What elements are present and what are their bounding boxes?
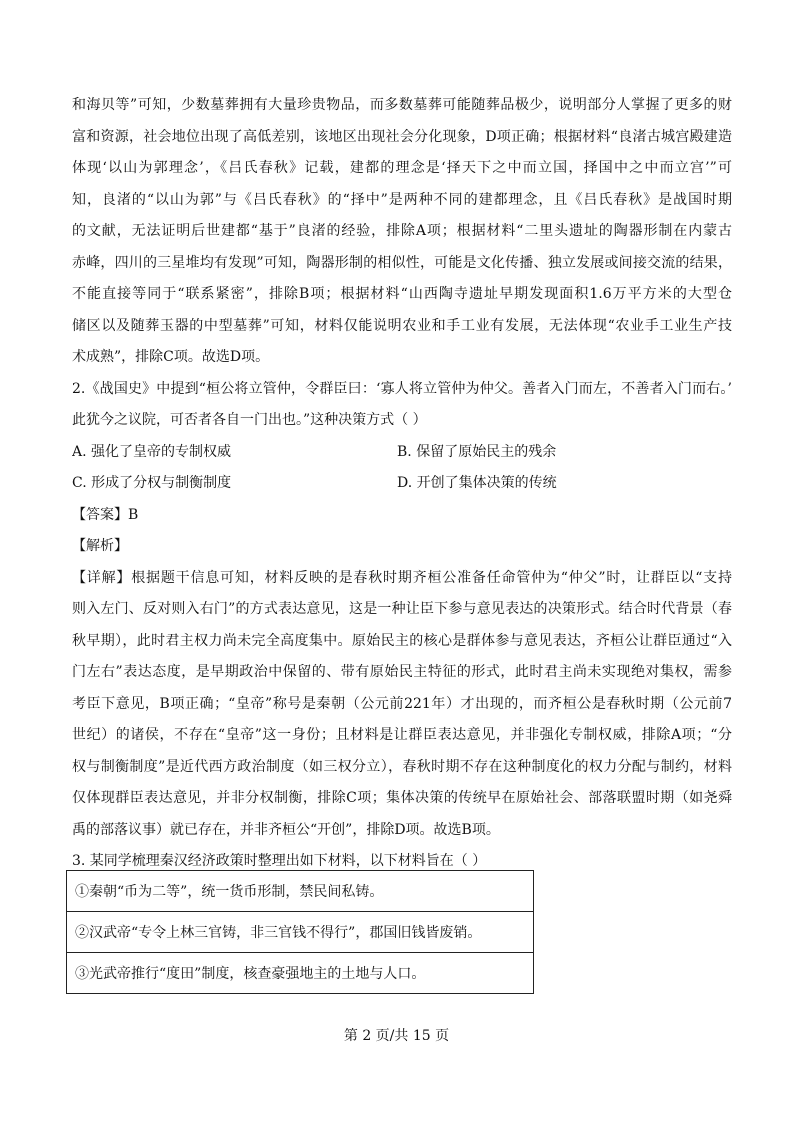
table-cell: ①秦朝“币为二等”，统一货币形制，禁民间私铸。 (67, 871, 534, 912)
text-body (72, 90, 732, 878)
question-2-stem: 此犹今之议院，可否者各自一门出也。”这种决策方式（ ） (72, 412, 427, 428)
detail-line: 门左右”表达态度，是早期政治中保留的、带有原始民主特征的形式，此时君主尚未实现绝对集权，需参 (72, 664, 732, 680)
paragraph-line: 和海贝等”可知，少数墓葬拥有大量珍贵物品，而多数墓葬可能随葬品极少，说明部分人掌握了更多的财 (72, 97, 732, 113)
option-d: D. 开创了集体决策的传统 (397, 475, 557, 491)
paragraph-line: 知，良渚的“以山为郭”与《吕氏春秋》的“择中”是两种不同的建都理念，且《吕氏春秋》是战国时期 (72, 191, 732, 208)
detail-line: 考臣下意见，B项正确；“皇帝”称号是秦朝（公元前221年）才出现的，而齐桓公是春秋时期（公元前7 (72, 695, 732, 712)
paragraph-line: 体现‘以山为郭理念’，《吕氏春秋》记载，建都的理念是‘择天下之中而立国，择国中之中而立宫’”可 (72, 160, 732, 176)
paragraph-line: 储区以及随葬玉器的中型墓葬”可知，材料仅能说明农业和手工业有发展，无法体现“农业手工业生产技 (72, 317, 732, 334)
options-row (72, 437, 732, 469)
table-row (67, 871, 534, 912)
detail-line: 世纪）的诸侯，不存在“皇帝”这一身份；且材料是让群臣表达意见，并非强化专制权威，排除A项；“分 (72, 727, 732, 743)
detail-line: 秋早期），此时君主权力尚未完全高度集中。原始民主的核心是群体参与意见表达，齐桓公让群臣通过“入 (72, 632, 732, 649)
table-cell: ②汉武帝“专令上林三官铸，非三官钱不得行”，郡国旧钱皆废销。 (67, 912, 534, 953)
option-c: C. 形成了分权与制衡制度 (72, 475, 232, 491)
paragraph-line: 术成熟”，排除C项。故选D项。 (72, 349, 270, 365)
table-row (67, 912, 534, 953)
detail-line: 【详解】根据题干信息可知，材料反映的是春秋时期齐桓公准备任命管仲为“仲父”时，让群臣以“支持 (72, 569, 732, 586)
page-footer: 第 2 页/共 15 页 (343, 1028, 450, 1044)
detail-line: 则入左门、反对则入右门”的方式表达意见，这是一种让臣下参与意见表达的决策形式。结合时代背景（春 (72, 601, 732, 617)
detail-line: 仅体现群臣表达意见，并非分权制衡，排除C项；集体决策的传统早在原始社会、部落联盟时期（如尧舜 (72, 790, 732, 806)
option-a: A. 强化了皇帝的专制权威 (72, 443, 232, 460)
paragraph-line: 的文献，无法证明后世建都“基于”良渚的经验，排除A项；根据材料“二里头遗址的陶器形制在内蒙古 (72, 223, 732, 239)
options-row (72, 468, 732, 500)
paragraph-line: 赤峰，四川的三星堆均有发现”可知，陶器形制的相似性，可能是文化传播、独立发展或间接交流的结果， (72, 254, 732, 271)
table-row (67, 953, 534, 994)
analysis-label: 【解析】 (72, 538, 128, 554)
option-b: B. 保留了原始民主的残余 (397, 443, 557, 460)
table-cell: ③光武帝推行“度田”制度，核查豪强地主的土地与人口。 (67, 953, 534, 994)
question-3-stem: 3. 某同学梳理秦汉经济政策时整理出如下材料，以下材料旨在（ ） (72, 853, 487, 869)
answer-label: 【答案】B (72, 506, 139, 523)
paragraph-line: 不能直接等同于“联系紧密”，排除B项；根据材料“山西陶寺遗址早期发现面积1.6万平方米的大型仓 (72, 286, 732, 302)
paragraph-line: 富和资源，社会地位出现了高低差别，该地区出现社会分化现象，D项正确；根据材料“良渚古城宫殿建造 (72, 128, 732, 145)
detail-line: 权与制衡制度”是近代西方政治制度（如三权分立），春秋时期不存在这种制度化的权力分配与制约，材料 (72, 758, 732, 775)
material-table (66, 870, 534, 994)
detail-line: 禹的部落议事）就已存在，并非齐桓公“开创”，排除D项。故选B项。 (72, 821, 500, 838)
question-2-stem: 2.《战国史》中提到“桓公将立管仲，令群臣曰：‘寡人将立管仲为仲父。善者入门而左，不善者入门而右。’ (72, 380, 732, 397)
